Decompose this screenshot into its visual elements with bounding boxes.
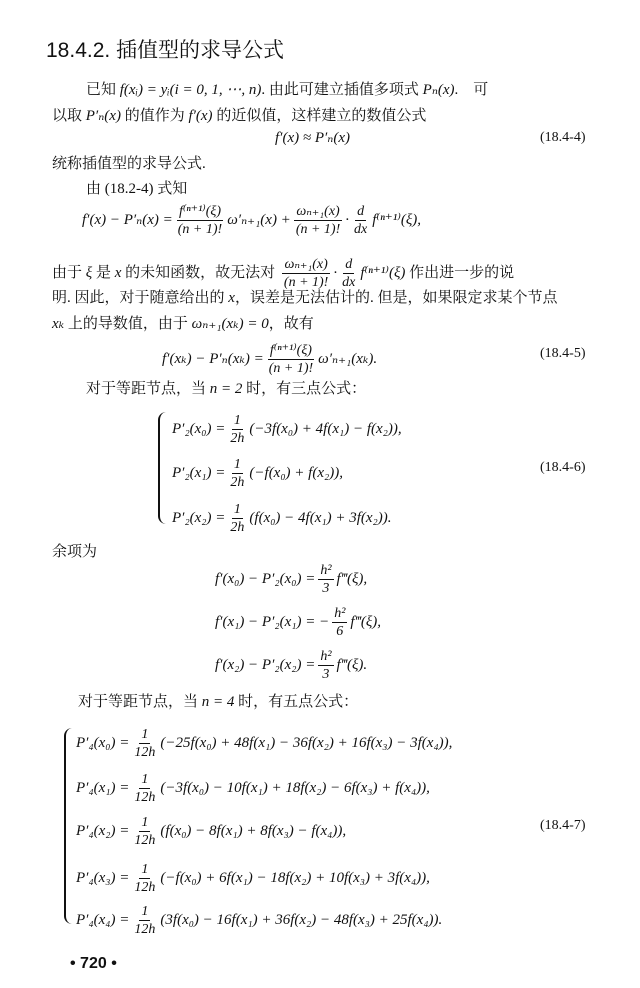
fraction: [352, 203, 369, 238]
fraction: [228, 501, 246, 536]
math-expression: P′₂(x₂) =: [172, 509, 226, 526]
math-expression: ·: [333, 264, 338, 281]
denominator: 12h: [134, 922, 156, 937]
text-line-f5: [76, 903, 442, 938]
text-line-r1: [215, 562, 367, 597]
text-line-p2: [52, 152, 206, 173]
denominator: (n + 1)!: [295, 222, 341, 237]
math-expression: (−25f(x₀) + 48f(x₁) − 36f(x₂) + 16f(x₃) − 3f(x₄)),: [160, 734, 453, 751]
text-line-r3: [215, 648, 367, 683]
numerator: 1: [141, 815, 149, 830]
numerator: 1: [141, 772, 149, 787]
text-line-p5: [86, 377, 366, 398]
numerator: 1: [233, 457, 241, 472]
numerator: 1: [233, 502, 241, 517]
text-line-eq4: [275, 128, 350, 147]
numerator: f⁽ⁿ⁺¹⁾(ξ): [178, 204, 222, 219]
text-run: 明. 因此，对于随意给出的: [52, 290, 229, 306]
text-line-eq5: [162, 342, 377, 377]
math-expression: f′(xₖ) − P′ₙ(xₖ) =: [162, 350, 264, 367]
math-expression: f′(x₀) − P′₂(x₀) =: [215, 570, 316, 587]
text-run: 的未知函数，故无法对: [121, 264, 279, 281]
fraction: [228, 456, 246, 491]
text-line-p4b: [52, 286, 557, 307]
math-expression: (f(x₀) − 4f(x₁) + 3f(x₂)).: [249, 509, 392, 526]
fraction: [132, 771, 157, 806]
text-run: 上的导数值，由于: [64, 316, 192, 332]
text-run: . 由此可建立插值多项式: [261, 82, 423, 98]
denominator: 12h: [134, 745, 156, 760]
math-expression: P′₄(x₁) =: [76, 779, 130, 796]
math-expression: n = 4: [201, 694, 235, 710]
text-run: 以取: [52, 108, 86, 124]
math-expression: (f(x₀) − 8f(x₁) + 8f(x₃) − f(x₄)),: [160, 822, 347, 839]
fraction: [294, 203, 342, 238]
fraction: [132, 903, 157, 938]
math-expression: P′₄(x₄) =: [76, 911, 130, 928]
math-expression: (−f(x₀) + 6f(x₁) − 18f(x₂) + 10f(x₃) + 3f(x₄)),: [160, 869, 430, 886]
denominator: 2h: [230, 431, 245, 446]
text-run: 是: [92, 264, 115, 281]
math-expression: f′(x₁) − P′₂(x₁) = −: [215, 613, 330, 630]
math-expression: x: [228, 290, 235, 306]
equation-number: (18.4-5): [540, 346, 586, 361]
text-line-p6: [52, 540, 97, 561]
math-expression: n = 2: [209, 381, 243, 397]
math-expression: P′₂(x₁) =: [172, 464, 226, 481]
numerator: h²: [320, 649, 332, 664]
text-line-p1b: [52, 104, 426, 125]
fraction: [332, 605, 347, 640]
denominator: 12h: [134, 833, 156, 848]
text-run: 统称插值型的求导公式.: [52, 156, 206, 172]
math-expression: ·: [345, 211, 349, 228]
math-expression: f⁽ⁿ⁺¹⁾(ξ),: [372, 211, 422, 228]
denominator: 12h: [134, 790, 156, 805]
text-line-f1: [76, 726, 452, 761]
math-expression: (−3f(x₀) − 10f(x₁) + 18f(x₂) − 6f(x₃) + f(x₄)),: [160, 779, 430, 796]
fraction: [132, 861, 157, 896]
text-run: 由 (18.2-4) 式知: [86, 181, 188, 197]
denominator: (n + 1)!: [268, 361, 314, 376]
fraction: [228, 412, 246, 447]
text-run: 余项为: [52, 544, 98, 560]
text-run: 作出进一步的说: [405, 264, 515, 281]
fraction: [176, 203, 224, 238]
numerator: ωₙ₊₁(x): [296, 204, 340, 219]
denominator: (n + 1)!: [283, 275, 329, 290]
text-run: ，故有: [268, 316, 314, 332]
denominator: 3: [322, 667, 330, 682]
math-expression: f′(x) − P′ₙ(x) =: [82, 211, 173, 228]
text-line-p3: [86, 177, 187, 198]
numerator: ωₙ₊₁(x): [284, 257, 328, 272]
text-line-r2: [215, 605, 381, 640]
equation-number: (18.4-6): [540, 460, 586, 475]
text-line-s1: [172, 412, 402, 447]
math-expression: (3f(x₀) − 16f(x₁) + 36f(x₂) − 48f(x₃) + 25f(x₄)).: [160, 911, 443, 928]
text-run: 的值作为: [120, 108, 189, 124]
math-expression: f‴(ξ),: [336, 570, 368, 587]
text-run: 时，有三点公式：: [242, 381, 367, 397]
text-run: 已知: [86, 82, 120, 98]
denominator: dx: [354, 222, 368, 237]
text-line-eqA: [82, 203, 421, 238]
text-line-f4: [76, 861, 430, 896]
math-expression: Pₙ(x): [422, 82, 455, 98]
math-expression: P′ₙ(x): [85, 108, 121, 124]
text-line-p7: [78, 690, 358, 711]
numerator: d: [357, 204, 365, 219]
math-expression: ωₙ₊₁(xₖ) = 0: [191, 316, 269, 332]
section-title: 18.4.2. 插值型的求导公式: [46, 39, 285, 62]
text-run: 的近似值，这样建立的数值公式: [212, 108, 427, 124]
fraction: [318, 648, 333, 683]
denominator: 2h: [230, 475, 245, 490]
text-line-p1a: [86, 78, 488, 99]
text-run: 由于: [52, 264, 86, 281]
text-line-f3: [76, 814, 346, 849]
equation-number: (18.4-7): [540, 818, 586, 833]
numerator: d: [345, 257, 353, 272]
denominator: (n + 1)!: [177, 222, 223, 237]
math-expression: f‴(ξ).: [336, 656, 368, 673]
denominator: 12h: [134, 880, 156, 895]
text-run: 对于等距节点，当: [86, 381, 210, 397]
denominator: 3: [322, 581, 330, 596]
math-expression: P′₄(x₂) =: [76, 822, 130, 839]
text-run: 时，有五点公式：: [234, 694, 359, 710]
math-expression: x: [114, 264, 122, 281]
math-expression: (−f(x₀) + f(x₂)),: [249, 464, 343, 481]
math-expression: f(xᵢ) = yᵢ(i = 0, 1, ⋯, n): [119, 82, 262, 98]
math-expression: f⁽ⁿ⁺¹⁾(ξ): [360, 264, 406, 281]
text-run: ，误差是无法估计的. 但是，如果限定求某个节点: [234, 290, 558, 306]
numerator: 1: [141, 862, 149, 877]
text-line-f2: [76, 771, 430, 806]
numerator: h²: [334, 606, 346, 621]
page-number: • 720 •: [70, 955, 117, 972]
numerator: h²: [320, 563, 332, 578]
denominator: 6: [336, 624, 344, 639]
text-line-s3: [172, 501, 391, 536]
math-expression: xₖ: [52, 316, 65, 332]
equation-number: (18.4-4): [540, 130, 586, 145]
text-line-p4c: [52, 312, 314, 333]
fraction: [132, 726, 157, 761]
denominator: dx: [342, 275, 356, 290]
math-expression: (−3f(x₀) + 4f(x₁) − f(x₂)),: [249, 420, 402, 437]
numerator: f⁽ⁿ⁺¹⁾(ξ): [269, 343, 312, 358]
math-expression: ω′ₙ₊₁(xₖ).: [318, 350, 378, 367]
fraction: [132, 814, 157, 849]
text-line-s2: [172, 456, 343, 491]
numerator: 1: [233, 413, 241, 428]
math-expression: f‴(ξ),: [350, 613, 382, 630]
math-expression: f′(x) ≈ P′ₙ(x): [275, 130, 350, 146]
math-expression: ξ: [85, 264, 93, 281]
math-expression: f′(x): [188, 108, 213, 124]
left-brace: [158, 412, 168, 524]
math-expression: f′(x₂) − P′₂(x₂) =: [215, 656, 316, 673]
numerator: 1: [141, 727, 149, 742]
numerator: 1: [141, 904, 149, 919]
denominator: 2h: [230, 520, 245, 535]
text-run: 对于等距节点，当: [78, 694, 202, 710]
math-expression: ω′ₙ₊₁(x) +: [227, 211, 291, 228]
math-expression: P′₄(x₃) =: [76, 869, 130, 886]
text-run: . 可: [454, 82, 489, 98]
left-brace: [64, 728, 74, 924]
fraction: [267, 342, 315, 377]
fraction: [318, 562, 333, 597]
math-expression: P′₂(x₀) =: [172, 420, 226, 437]
math-expression: P′₄(x₀) =: [76, 734, 130, 751]
